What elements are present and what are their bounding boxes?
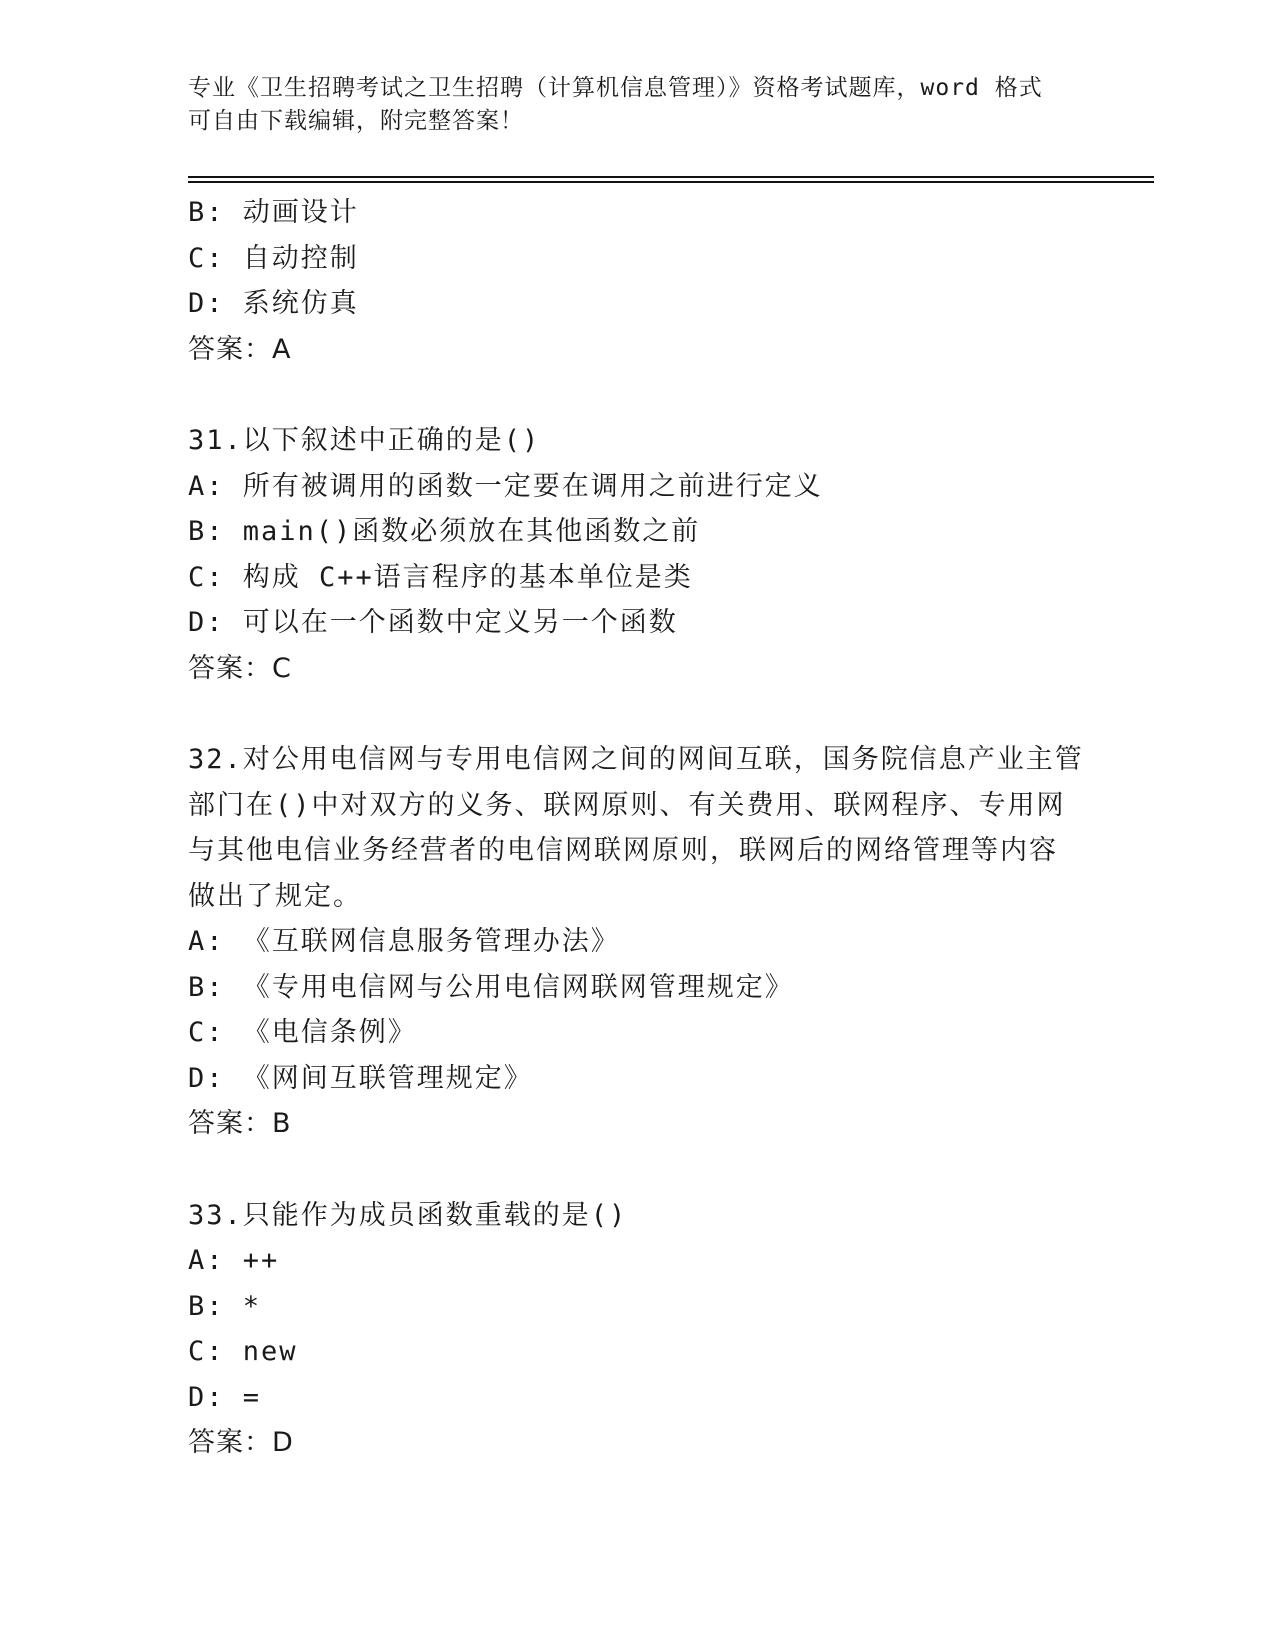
- answer-line: 答案：D: [188, 1427, 294, 1458]
- question-stem-line-2: 部门在()中对双方的义务、联网原则、有关费用、联网程序、专用网: [188, 789, 1066, 821]
- option-a: A: 《互联网信息服务管理办法》: [188, 926, 620, 957]
- option-b: B: 《专用电信网与公用电信网联网管理规定》: [188, 971, 794, 1003]
- question-stem: 31.以下叙述中正确的是(): [188, 425, 541, 456]
- option-b: B: main()函数必须放在其他函数之前: [188, 516, 701, 547]
- document-header: [188, 72, 1088, 138]
- spacer: [188, 691, 1088, 737]
- prev-question-block: [188, 190, 1088, 372]
- answer-line: 答案：C: [188, 652, 292, 684]
- answer-line: 答案：B: [188, 1108, 292, 1139]
- option-c: C: 《电信条例》: [188, 1017, 417, 1048]
- spacer: [188, 1147, 1088, 1193]
- option-a: A: 所有被调用的函数一定要在调用之前进行定义: [188, 470, 823, 502]
- question-content: [188, 190, 1088, 1466]
- spacer: [188, 372, 1088, 418]
- option-d: D: 可以在一个函数中定义另一个函数: [188, 607, 678, 638]
- option-c: C: 构成 C++语言程序的基本单位是类: [188, 561, 693, 593]
- answer-line: 答案：A: [188, 333, 292, 365]
- option-d: D: 系统仿真: [188, 288, 359, 319]
- header-divider-bottom: [188, 181, 1154, 183]
- option-c: C: 自动控制: [188, 242, 359, 274]
- option-b: B: *: [188, 1290, 262, 1322]
- question-33: [188, 1193, 1088, 1466]
- header-divider-top: [188, 176, 1154, 178]
- option-b: B: 动画设计: [188, 197, 359, 228]
- option-c: C: new: [188, 1336, 298, 1367]
- question-stem-line-3: 与其他电信业务经营者的电信网联网原则，联网后的网络管理等内容: [188, 835, 1058, 866]
- question-32: [188, 737, 1088, 1147]
- header-line-1: 专业《卫生招聘考试之卫生招聘（计算机信息管理）》资格考试题库，word 格式: [188, 75, 1043, 101]
- option-d: D: 《网间互联管理规定》: [188, 1062, 533, 1094]
- question-stem-line-1: 32.对公用电信网与专用电信网之间的网间互联，国务院信息产业主管: [188, 744, 1084, 775]
- question-stem: 33.只能作为成员函数重载的是(): [188, 1199, 628, 1231]
- header-line-2: 可自由下载编辑，附完整答案！: [188, 108, 524, 134]
- option-d: D: =: [188, 1381, 262, 1413]
- option-a: A: ++: [188, 1245, 280, 1276]
- question-31: [188, 418, 1088, 691]
- question-stem-line-4: 做出了规定。: [188, 880, 362, 912]
